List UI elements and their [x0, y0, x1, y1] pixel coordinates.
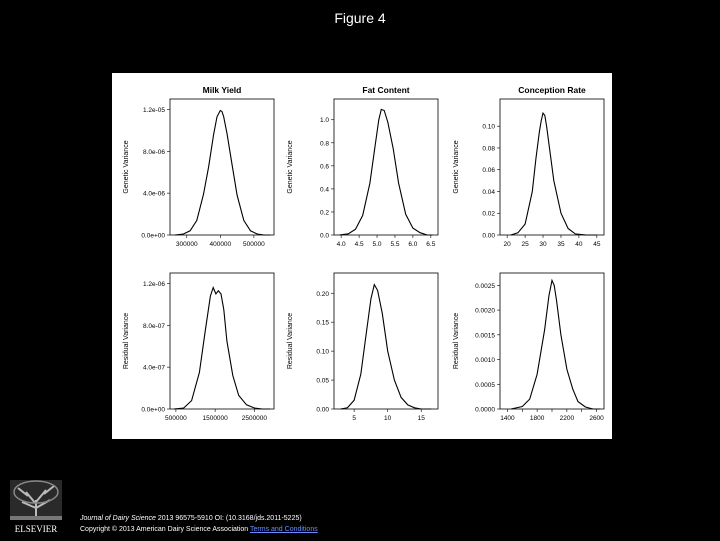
x-tick-label: 5.5: [390, 241, 400, 248]
y-axis-label: Residual Variance: [123, 312, 130, 370]
x-tick-label: 6.0: [408, 241, 418, 248]
y-tick-label: 0.04: [482, 188, 495, 196]
y-axis-label: Genetic Variance: [287, 140, 294, 194]
x-tick-label: 2200: [559, 415, 575, 422]
y-tick-label: 0.06: [482, 167, 495, 175]
x-tick-label: 500000: [243, 241, 265, 248]
x-tick-label: 4.0: [336, 241, 346, 248]
copyright-line: [80, 524, 318, 535]
plot-frame: [170, 273, 274, 409]
x-tick-label: 1500000: [202, 415, 228, 422]
figure-svg: [112, 73, 612, 439]
y-tick-label: 0.6: [319, 163, 329, 171]
density-curve: [341, 285, 432, 409]
x-tick-label: 35: [557, 241, 565, 248]
copyright-text: Copyright © 2013 American Dairy Science Association: [80, 526, 251, 533]
y-axis-label: Genetic Variance: [453, 140, 460, 194]
y-tick-label: 0.0020: [475, 307, 495, 315]
x-tick-label: 500000: [165, 415, 187, 422]
y-tick-label: 0.0: [319, 232, 329, 240]
x-tick-label: 300000: [175, 241, 198, 248]
slide-title: Figure 4: [334, 10, 386, 26]
publisher-name: ELSEVIER: [14, 524, 58, 534]
x-tick-label: 2600: [589, 415, 604, 422]
y-tick-label: 0.0005: [475, 381, 495, 389]
x-tick-label: 400000: [209, 241, 232, 248]
density-curve: [174, 288, 270, 409]
x-tick-label: 45: [593, 241, 601, 248]
plot-frame: [334, 99, 438, 235]
y-axis-label: Residual Variance: [453, 312, 460, 370]
x-tick-label: 40: [575, 241, 583, 248]
y-tick-label: 0.8: [319, 140, 329, 148]
density-curve: [339, 109, 432, 235]
y-tick-label: 0.15: [316, 319, 329, 327]
y-tick-label: 0.0e+00: [141, 232, 165, 240]
y-tick-label: 0.0000: [475, 406, 495, 414]
y-tick-label: 0.00: [316, 406, 329, 414]
y-tick-label: 0.08: [482, 145, 495, 153]
y-tick-label: 0.0e+00: [141, 406, 165, 414]
panel-title: Milk Yield: [202, 85, 242, 95]
y-tick-label: 4.0e-07: [142, 364, 165, 372]
y-tick-label: 8.0e-06: [142, 148, 165, 156]
y-axis-label: Residual Variance: [287, 312, 294, 370]
elsevier-tree-icon: [6, 478, 66, 536]
y-tick-label: 0.20: [316, 290, 329, 298]
y-tick-label: 1.2e-05: [142, 106, 165, 114]
y-tick-label: 0.10: [316, 348, 329, 356]
y-tick-label: 0.02: [482, 210, 495, 218]
citation-details: 2013 96575-5910 OI: (10.3168/jds.2011-5225): [155, 515, 302, 522]
density-curve: [511, 280, 600, 409]
y-axis-label: Genetic Variance: [123, 140, 130, 194]
y-tick-label: 1.0: [319, 117, 329, 125]
journal-name: Journal of Dairy Science: [80, 515, 156, 522]
x-tick-label: 10: [384, 415, 392, 422]
y-tick-label: 8.0e-07: [142, 322, 165, 330]
elsevier-logo: [6, 478, 66, 536]
citation: [80, 513, 318, 535]
x-tick-label: 25: [521, 241, 529, 248]
y-tick-label: 0.0010: [475, 357, 495, 365]
density-curve: [511, 113, 597, 235]
plot-frame: [500, 273, 604, 409]
figure-panel: [112, 73, 612, 439]
y-tick-label: 0.2: [319, 209, 329, 217]
x-tick-label: 5: [352, 415, 356, 422]
x-tick-label: 1800: [529, 415, 545, 422]
x-tick-label: 4.5: [354, 241, 364, 248]
plot-frame: [170, 99, 274, 235]
x-tick-label: 20: [503, 241, 511, 248]
y-tick-label: 0.00: [482, 232, 495, 240]
x-tick-label: 15: [417, 415, 425, 422]
x-tick-label: 5.0: [372, 241, 382, 248]
x-tick-label: 6.5: [426, 241, 436, 248]
panel-title: Conception Rate: [518, 85, 586, 95]
y-tick-label: 1.2e-06: [142, 280, 165, 288]
y-tick-label: 0.0015: [475, 332, 495, 340]
x-tick-label: 2500000: [241, 415, 268, 422]
y-tick-label: 0.0025: [475, 282, 495, 290]
y-tick-label: 0.05: [316, 377, 329, 385]
y-tick-label: 0.10: [482, 123, 495, 131]
citation-line: [80, 513, 318, 524]
x-tick-label: 1400: [500, 415, 515, 422]
density-curve: [175, 111, 271, 236]
y-tick-label: 4.0e-06: [142, 190, 165, 198]
terms-and-conditions-link[interactable]: Terms and Conditions: [250, 526, 318, 533]
x-tick-label: 30: [539, 241, 547, 248]
panel-title: Fat Content: [362, 85, 410, 95]
y-tick-label: 0.4: [319, 186, 329, 194]
